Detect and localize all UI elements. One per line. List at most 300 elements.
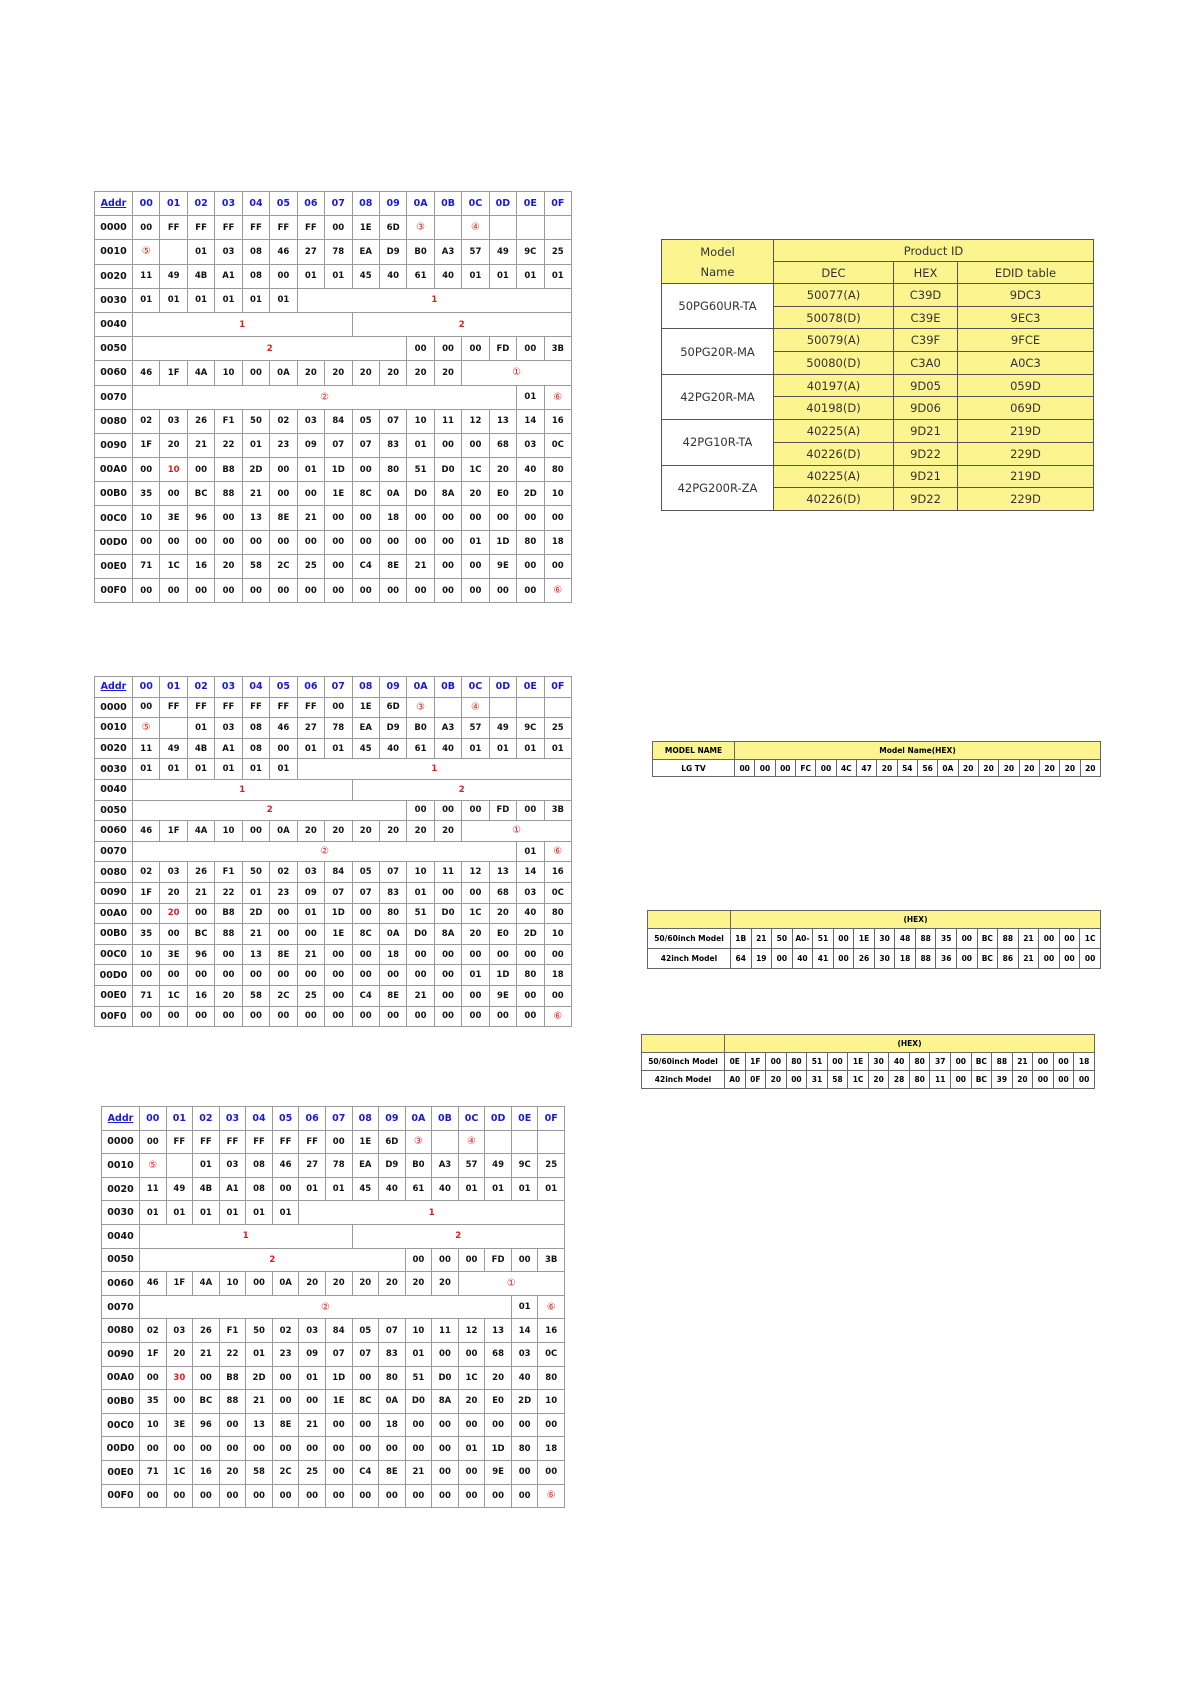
hex-cell: 00 (544, 985, 571, 1006)
hex-cell: 96 (187, 944, 214, 965)
column-header: 07 (325, 677, 352, 698)
address-cell: 0090 (95, 433, 133, 457)
hex-cell: 1F (160, 361, 187, 385)
hex-cell: 80 (379, 903, 406, 924)
hex-cell: 02 (140, 1319, 167, 1343)
section-marker: ① (462, 821, 572, 842)
hex-cell: 21 (193, 1342, 220, 1366)
hex-cell: E0 (489, 924, 516, 945)
hex-cell: 20 (352, 361, 379, 385)
hex-cell: F1 (219, 1319, 246, 1343)
column-header: Addr (95, 192, 133, 216)
hex-cell: 02 (270, 862, 297, 883)
column-header: 03 (215, 677, 242, 698)
hex-cell: 00 (766, 1053, 787, 1071)
table-row (95, 965, 572, 986)
column-header: 06 (297, 677, 324, 698)
hex-cell: 37 (930, 1053, 951, 1071)
hex-cell: 00 (297, 482, 324, 506)
hex-cell: 21 (299, 1413, 326, 1437)
hex-cell: 20 (352, 821, 379, 842)
hex-cell: 50 (772, 929, 793, 949)
hex-cell: 00 (297, 965, 324, 986)
hex-cell: FC (795, 760, 815, 777)
hex-cell: 01 (242, 288, 269, 312)
hex-cell: 03 (215, 240, 242, 264)
hex-cell: 57 (462, 240, 489, 264)
hex-cell: 21 (405, 1460, 432, 1484)
hex-cell: 1E (854, 929, 875, 949)
hex-cell: 00 (325, 1130, 352, 1154)
hex-cell: 9D21 (894, 420, 958, 443)
edid-cell: 219D (958, 465, 1094, 488)
hex-cell: 01 (517, 264, 544, 288)
model-name-header: MODEL NAME (653, 742, 735, 760)
hex-cell: 1B (731, 929, 752, 949)
model-name-value: LG TV (653, 760, 735, 777)
table-header-row (642, 1035, 1095, 1053)
table-row (95, 530, 572, 554)
hex-cell: 1C (1080, 929, 1101, 949)
hex-cell: 01 (133, 288, 160, 312)
hex-cell: 00 (432, 1248, 459, 1272)
table-row (102, 1272, 565, 1296)
column-header: 02 (187, 677, 214, 698)
hex-cell: 80 (517, 965, 544, 986)
table-row (95, 288, 572, 312)
hex-cell: 0E (725, 1053, 746, 1071)
hex-cell: 00 (133, 216, 160, 240)
hex-cell: 00 (544, 506, 571, 530)
hex-cell: 01 (270, 759, 297, 780)
hex-cell: 00 (462, 882, 489, 903)
hex-cell: 8E (270, 944, 297, 965)
hex-cell: 00 (951, 1071, 972, 1089)
hex-table-1 (647, 910, 1101, 969)
hex-cell: 00 (160, 482, 187, 506)
hex-cell: 08 (246, 1177, 273, 1201)
table-row (102, 1248, 565, 1272)
hex-cell: 49 (489, 718, 516, 739)
hex-cell: 00 (407, 337, 434, 361)
table-row (95, 821, 572, 842)
hex-cell: 46 (140, 1272, 167, 1296)
empty-cell (511, 1130, 538, 1154)
column-header: Addr (95, 677, 133, 698)
dec-cell: 40197(A) (774, 374, 894, 397)
table-row (95, 579, 572, 603)
hex-cell: 00 (511, 1413, 538, 1437)
hex-cell: 00 (544, 554, 571, 578)
hex-cell: A3 (434, 240, 461, 264)
hex-cell: 1C (166, 1460, 193, 1484)
hex-cell: BC (971, 1071, 992, 1089)
hex-cell: 83 (379, 433, 406, 457)
hex-cell: 00 (432, 1484, 459, 1508)
edid-cell: 9DC3 (958, 284, 1094, 307)
hex-cell: 01 (489, 738, 516, 759)
hex-cell: 20 (297, 361, 324, 385)
hex-cell: FF (193, 1130, 220, 1154)
hex-cell: 88 (215, 924, 242, 945)
hex-cell: 1C (462, 903, 489, 924)
hex-cell: FD (489, 800, 516, 821)
hex-cell: 20 (405, 1272, 432, 1296)
hex-cell: 4A (187, 361, 214, 385)
edid-cell: 9EC3 (958, 306, 1094, 329)
hex-cell: 00 (489, 944, 516, 965)
hex-cell: 00 (462, 506, 489, 530)
column-header: 04 (242, 192, 269, 216)
hex-cell: 20 (432, 1272, 459, 1296)
hex-cell: FF (297, 697, 324, 718)
hex-cell: 00 (219, 1437, 246, 1461)
hex-cell: 0A (379, 1390, 406, 1414)
hex-cell: 14 (517, 409, 544, 433)
section-marker: ③ (407, 697, 434, 718)
hex-cell: 1F (166, 1272, 193, 1296)
hex-cell: 46 (270, 240, 297, 264)
edid-cell: 059D (958, 374, 1094, 397)
hex-cell: 18 (538, 1437, 565, 1461)
hex-cell: 00 (517, 579, 544, 603)
edid-table-3 (101, 1106, 565, 1508)
hex-cell: D0 (407, 482, 434, 506)
hex-cell: 96 (193, 1413, 220, 1437)
hex-cell: 46 (270, 718, 297, 739)
column-header: 09 (379, 192, 406, 216)
hex-cell: 9D05 (894, 374, 958, 397)
hex-cell: 00 (133, 965, 160, 986)
hex-cell: 40 (434, 264, 461, 288)
hex-cell: 18 (379, 1413, 406, 1437)
hex-cell: 00 (325, 216, 352, 240)
hex-cell: 58 (827, 1071, 848, 1089)
hex-cell: 00 (215, 530, 242, 554)
hex-cell: 21 (1012, 1053, 1033, 1071)
hex-cell: C4 (352, 985, 379, 1006)
hex-cell: 00 (1053, 1053, 1074, 1071)
hex-cell: 00 (325, 1460, 352, 1484)
hex-cell: 07 (379, 862, 406, 883)
hex-cell: 18 (379, 506, 406, 530)
hex-cell: 83 (379, 1342, 406, 1366)
column-header: 0A (407, 192, 434, 216)
hex-cell: 01 (242, 433, 269, 457)
hex-cell: 25 (544, 718, 571, 739)
hex-cell: 00 (242, 579, 269, 603)
hex-cell: 1C (160, 985, 187, 1006)
hex-cell: 03 (160, 862, 187, 883)
hex-cell: 25 (297, 985, 324, 1006)
hex-cell: 00 (816, 760, 836, 777)
table-row (642, 1053, 1095, 1071)
table-row (95, 677, 572, 698)
empty-cell (160, 718, 187, 739)
table-row (102, 1154, 565, 1178)
column-header: 05 (270, 192, 297, 216)
hex-cell: 00 (246, 1272, 273, 1296)
hex-cell: 09 (297, 433, 324, 457)
table-row (102, 1342, 565, 1366)
hex-cell: 03 (160, 409, 187, 433)
hex-cell: 07 (352, 1342, 379, 1366)
column-header: 04 (246, 1107, 273, 1131)
section-number: 1 (140, 1224, 353, 1248)
hex-cell: 00 (272, 1366, 299, 1390)
hex-cell: 50 (242, 409, 269, 433)
hex-cell: 10 (544, 924, 571, 945)
edid-cell: A0C3 (958, 352, 1094, 375)
hex-cell: 68 (485, 1342, 512, 1366)
column-header: 0F (544, 192, 571, 216)
dec-cell: 50080(D) (774, 352, 894, 375)
hex-cell: 9C (517, 718, 544, 739)
hex-cell: 00 (299, 1484, 326, 1508)
hex-cell: 49 (489, 240, 516, 264)
hex-cell: 00 (434, 965, 461, 986)
hex-cell: 05 (352, 409, 379, 433)
address-cell: 0090 (102, 1342, 140, 1366)
address-cell: 0050 (95, 800, 133, 821)
hex-cell: FF (242, 697, 269, 718)
hex-cell: 40 (889, 1053, 910, 1071)
hex-cell: 20 (379, 1272, 406, 1296)
section-marker: ⑥ (538, 1484, 565, 1508)
hex-cell: 05 (352, 862, 379, 883)
column-header: 06 (297, 192, 324, 216)
hex-cell: B0 (407, 240, 434, 264)
hex-cell: 00 (434, 882, 461, 903)
column-header: 09 (379, 677, 406, 698)
address-cell: 0060 (102, 1272, 140, 1296)
hex-cell: 03 (297, 409, 324, 433)
hex-cell: 8A (434, 924, 461, 945)
hex-cell: 8E (270, 506, 297, 530)
hex-cell: 88 (998, 929, 1019, 949)
hex-cell: 00 (193, 1437, 220, 1461)
hex-cell: 01 (538, 1177, 565, 1201)
hex-cell: FF (297, 216, 324, 240)
hex-cell: 12 (458, 1319, 485, 1343)
hex-cell: 61 (405, 1177, 432, 1201)
hex-cell: 51 (405, 1366, 432, 1390)
hex-cell: 00 (272, 1177, 299, 1201)
hex-cell: 00 (407, 800, 434, 821)
hex-cell: 49 (160, 738, 187, 759)
table-row (95, 192, 572, 216)
hex-cell: 25 (299, 1460, 326, 1484)
empty-cell (489, 216, 516, 240)
hex-cell: 00 (379, 579, 406, 603)
column-header: 00 (133, 677, 160, 698)
hex-cell: 00 (833, 929, 854, 949)
hex-cell: 00 (187, 903, 214, 924)
hex-cell: 3E (166, 1413, 193, 1437)
hex-cell: 11 (930, 1071, 951, 1089)
hex-cell: 00 (379, 1437, 406, 1461)
hex-cell: 02 (270, 409, 297, 433)
product-id-table (661, 239, 1094, 511)
address-cell: 00D0 (95, 530, 133, 554)
hex-cell: 00 (511, 1248, 538, 1272)
hex-cell: 00 (538, 1460, 565, 1484)
hex-cell: 8A (434, 482, 461, 506)
table-header-row (648, 911, 1101, 929)
hex-cell: 01 (511, 1295, 538, 1319)
address-cell: 00C0 (95, 506, 133, 530)
hex-cell: 21 (297, 944, 324, 965)
hex-cell: 20 (219, 1460, 246, 1484)
hex-cell: 4C (836, 760, 856, 777)
hex-cell: 0A (379, 482, 406, 506)
edid-cell: 069D (958, 397, 1094, 420)
hex-cell: 58 (242, 985, 269, 1006)
hex-cell: 1C (458, 1366, 485, 1390)
hex-cell: 00 (833, 949, 854, 969)
table-row (102, 1484, 565, 1508)
section-number: 2 (133, 337, 407, 361)
address-cell: 00B0 (95, 482, 133, 506)
hex-cell: 00 (270, 924, 297, 945)
hex-cell: 58 (242, 554, 269, 578)
hex-cell: 00 (299, 1390, 326, 1414)
hex-cell: 00 (272, 1390, 299, 1414)
hex-cell: 26 (187, 862, 214, 883)
hex-cell: 20 (160, 433, 187, 457)
hex-cell: 40 (517, 458, 544, 482)
hex-cell: 8E (272, 1413, 299, 1437)
empty-cell (517, 697, 544, 718)
hex-cell: 78 (325, 1154, 352, 1178)
hex-cell: 20 (877, 760, 897, 777)
empty-cell (434, 697, 461, 718)
hex-cell: 01 (246, 1201, 273, 1225)
hex-cell: 0C (538, 1342, 565, 1366)
hex-cell: 4B (187, 738, 214, 759)
hex-cell: 20 (379, 821, 406, 842)
empty-header-cell (642, 1035, 725, 1053)
dec-cell: 50079(A) (774, 329, 894, 352)
table-row (648, 949, 1101, 969)
hex-cell: 1C (462, 458, 489, 482)
table-row (95, 862, 572, 883)
hex-cell: A1 (215, 264, 242, 288)
table-row (95, 554, 572, 578)
hex-cell: 00 (434, 944, 461, 965)
address-cell: 00A0 (95, 458, 133, 482)
model-name-cell: 42PG10R-TA (662, 420, 774, 465)
hex-cell: 1E (848, 1053, 869, 1071)
address-cell: 0040 (95, 312, 133, 336)
hex-cell: 1D (325, 1366, 352, 1390)
table-row (95, 903, 572, 924)
model-header-line2: Name (700, 264, 735, 279)
hex-cell: 1F (140, 1342, 167, 1366)
table-row (102, 1177, 565, 1201)
hex-cell: 21 (242, 482, 269, 506)
hex-cell: 45 (352, 738, 379, 759)
column-header: 05 (272, 1107, 299, 1131)
hex-cell: FF (187, 697, 214, 718)
hex-cell: 10 (538, 1390, 565, 1414)
hex-cell: 01 (160, 288, 187, 312)
hex-cell: 71 (140, 1460, 167, 1484)
model-label: 50/60inch Model (642, 1053, 725, 1071)
hex-cell: 01 (299, 1366, 326, 1390)
hex-cell: 00 (166, 1437, 193, 1461)
hex-cell: 01 (215, 288, 242, 312)
hex-cell: EA (352, 240, 379, 264)
hex-cell: A3 (432, 1154, 459, 1178)
address-cell: 0060 (95, 821, 133, 842)
hex-cell: 56 (917, 760, 937, 777)
hex-cell: 9D21 (894, 465, 958, 488)
hex-cell: 01 (270, 288, 297, 312)
hex-cell: 01 (462, 965, 489, 986)
hex-cell: 01 (193, 1201, 220, 1225)
hex-cell: 00 (160, 1006, 187, 1027)
table-row (95, 718, 572, 739)
hex-cell: 12 (462, 862, 489, 883)
address-cell: 0000 (95, 216, 133, 240)
hex-cell: 00 (432, 1413, 459, 1437)
address-cell: 0010 (95, 240, 133, 264)
hex-cell: 8A (432, 1390, 459, 1414)
column-header: Addr (102, 1107, 140, 1131)
hex-cell: 30 (874, 929, 895, 949)
hex-cell: 00 (215, 965, 242, 986)
table-row (102, 1390, 565, 1414)
empty-cell (432, 1130, 459, 1154)
model-name-cell: 42PG20R-MA (662, 374, 774, 419)
hex-cell: 18 (895, 949, 916, 969)
hex-cell: 00 (352, 1484, 379, 1508)
table-row (95, 361, 572, 385)
hex-cell: 07 (325, 433, 352, 457)
hex-cell: 01 (272, 1201, 299, 1225)
hex-cell: 25 (297, 554, 324, 578)
hex-cell: 68 (489, 882, 516, 903)
hex-cell: 01 (187, 240, 214, 264)
hex-cell: 00 (407, 965, 434, 986)
table-row (95, 1006, 572, 1027)
hex-cell: 20 (462, 924, 489, 945)
hex-cell: 46 (133, 821, 160, 842)
hex-cell: 00 (352, 944, 379, 965)
hex-cell: 00 (352, 530, 379, 554)
hex-cell: 00 (325, 579, 352, 603)
hex-cell: 00 (219, 1413, 246, 1437)
hex-cell: 88 (215, 482, 242, 506)
hex-cell: 23 (272, 1342, 299, 1366)
hex-cell: 20 (489, 903, 516, 924)
hex-cell: 00 (215, 944, 242, 965)
hex-cell: 00 (517, 800, 544, 821)
hex-cell: 10 (219, 1272, 246, 1296)
hex-cell: 20 (458, 1390, 485, 1414)
column-header: 02 (187, 192, 214, 216)
hex-cell: 00 (1080, 949, 1101, 969)
hex-cell: 00 (1074, 1071, 1095, 1089)
edid-cell: 229D (958, 442, 1094, 465)
table-row (648, 929, 1101, 949)
dec-cell: 40226(D) (774, 442, 894, 465)
hex-cell: 00 (379, 530, 406, 554)
hex-cell: 00 (297, 530, 324, 554)
hex-cell: EA (352, 718, 379, 739)
hex-cell: 01 (187, 759, 214, 780)
